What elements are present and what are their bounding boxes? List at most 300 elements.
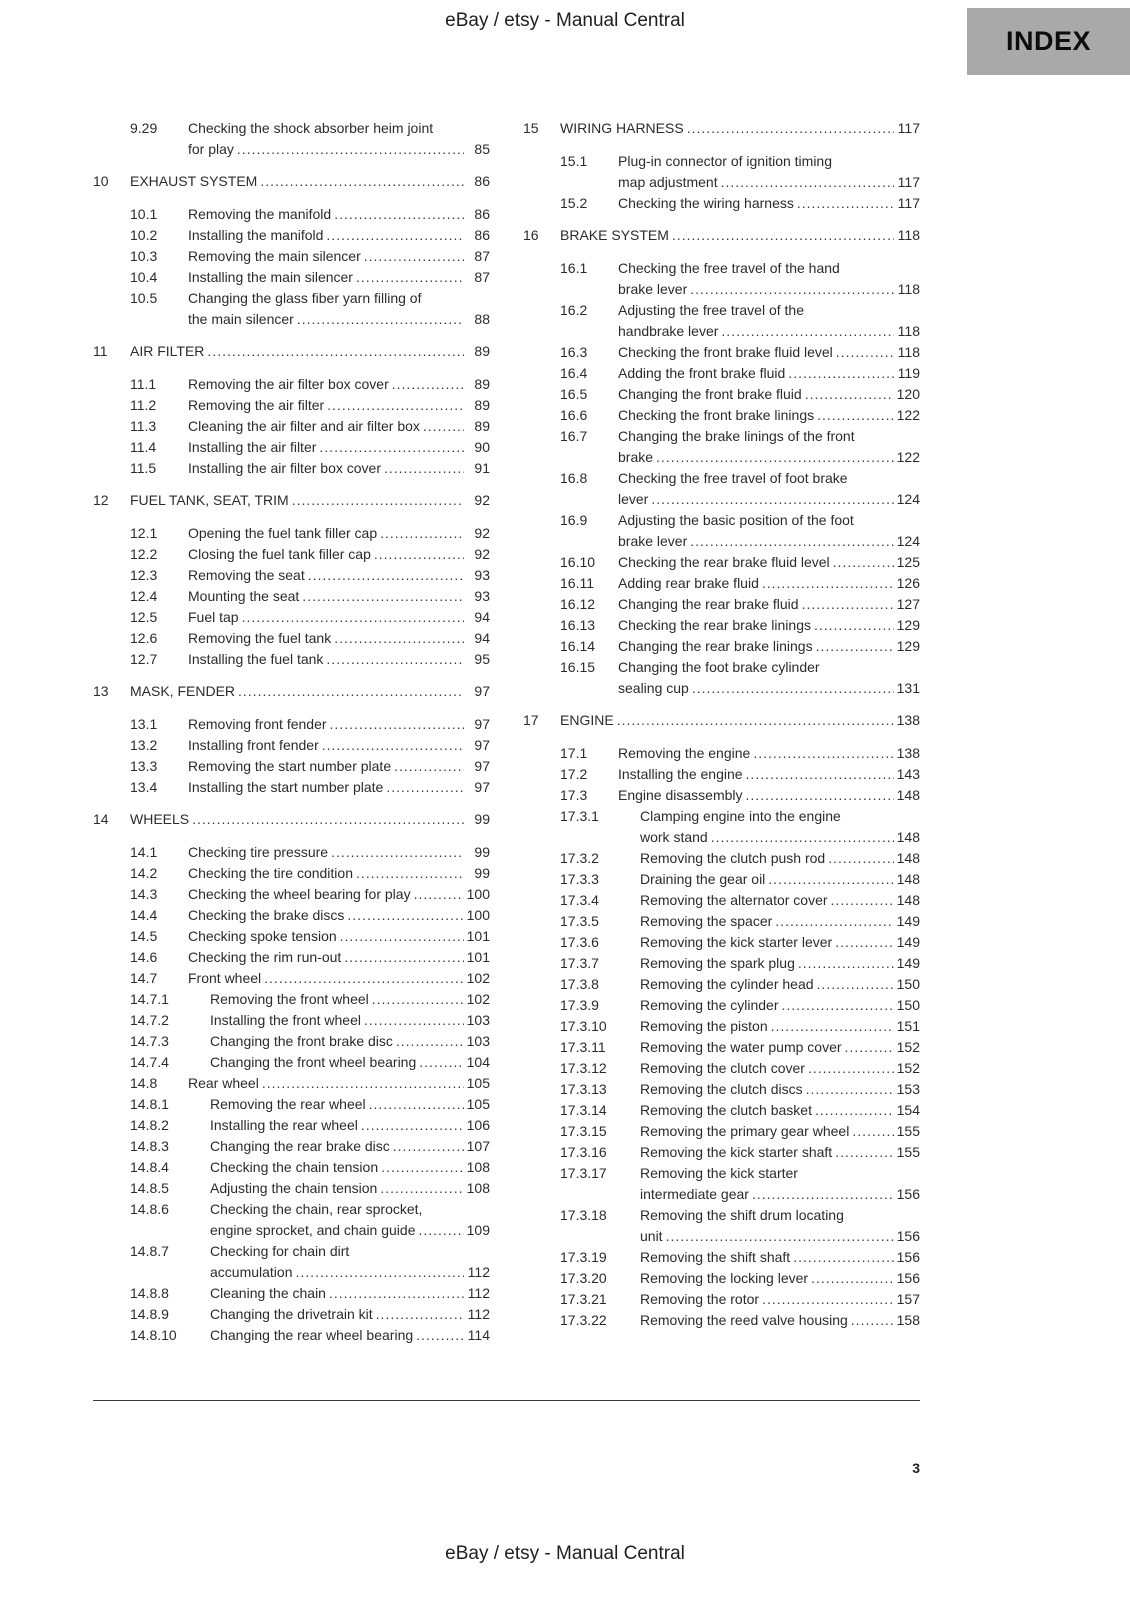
toc-entry-page: 125 <box>896 554 920 570</box>
toc-entry-number: 17.3.13 <box>560 1081 607 1097</box>
toc-entry-line <box>188 947 490 968</box>
toc-entry-title: WIRING HARNESS <box>560 120 684 136</box>
toc-entry-line <box>210 1094 490 1115</box>
toc-entry-line <box>210 1115 490 1136</box>
toc-entry-line <box>618 615 920 636</box>
toc-entry-body <box>618 193 920 214</box>
toc-entry-number: 17.1 <box>560 745 588 761</box>
toc-entry-page: 126 <box>896 575 920 591</box>
dotted-leader <box>852 1121 894 1142</box>
toc-entry-row <box>93 1031 490 1052</box>
dotted-leader <box>831 890 894 911</box>
toc-entry-line <box>618 785 920 806</box>
toc-chapter-row <box>93 490 490 511</box>
toc-entry-row <box>93 607 490 628</box>
dotted-leader <box>386 777 464 798</box>
dotted-leader <box>238 681 464 702</box>
dotted-leader <box>308 565 464 586</box>
toc-entry-line <box>618 151 920 172</box>
toc-entry-page: 93 <box>474 588 490 604</box>
toc-entry-row <box>523 953 920 974</box>
toc-entry-title: Removing the cylinder <box>640 997 779 1013</box>
dotted-leader <box>260 171 464 192</box>
toc-entry-title: Checking the front brake fluid level <box>618 344 833 360</box>
toc-entry-number: 14.6 <box>130 949 158 965</box>
toc-entry-row <box>93 628 490 649</box>
toc-entry-title: Plug-in connector of ignition timing <box>618 153 833 169</box>
toc-entry-body <box>618 300 920 342</box>
toc-entry-number: 10.5 <box>130 290 158 306</box>
toc-entry-number: 17.3 <box>560 787 588 803</box>
toc-entry-page: 149 <box>896 934 920 950</box>
dotted-leader <box>330 714 464 735</box>
toc-entry-line <box>210 1052 490 1073</box>
toc-entry-page: 87 <box>474 248 490 264</box>
toc-entry-body <box>640 1268 920 1289</box>
dotted-leader <box>419 1052 464 1073</box>
toc-entry-row <box>93 884 490 905</box>
toc-entry-title: Installing the fuel tank <box>188 651 324 667</box>
toc-entry-line <box>188 607 490 628</box>
toc-entry-number: 14.8.5 <box>130 1180 169 1196</box>
toc-entry-number: 12.3 <box>130 567 158 583</box>
toc-entry-title: Removing the reed valve housing <box>640 1312 848 1328</box>
toc-entry-title: Removing the alternator cover <box>640 892 828 908</box>
toc-entry-line <box>640 953 920 974</box>
toc-entry-number: 12.5 <box>130 609 158 625</box>
toc-entry-number: 12 <box>93 492 109 508</box>
toc-entry-row <box>523 426 920 468</box>
toc-entry-row <box>523 151 920 193</box>
toc-entry-row <box>93 437 490 458</box>
toc-entry-row <box>93 1304 490 1325</box>
dotted-leader <box>237 139 464 160</box>
dotted-leader <box>322 735 464 756</box>
toc-entry-row <box>523 258 920 300</box>
toc-entry-row <box>93 288 490 330</box>
toc-entry-number: 17.3.12 <box>560 1060 607 1076</box>
dotted-leader <box>672 225 894 246</box>
toc-entry-title: MASK, FENDER <box>130 683 236 699</box>
toc-entry-title: Draining the gear oil <box>640 871 766 887</box>
toc-entry-title: Removing the air filter box cover <box>188 376 389 392</box>
toc-entry-line <box>640 806 920 827</box>
toc-entry-number: 12.6 <box>130 630 158 646</box>
toc-entry-row <box>93 1073 490 1094</box>
toc-entry-page: 119 <box>897 365 920 381</box>
toc-entry-line <box>618 743 920 764</box>
dotted-leader <box>828 848 894 869</box>
toc-entry-page: 85 <box>474 141 490 157</box>
toc-entry-title: FUEL TANK, SEAT, TRIM <box>130 492 289 508</box>
toc-entry-title: Rear wheel <box>188 1075 259 1091</box>
toc-entry-body <box>560 710 920 731</box>
toc-entry-title: Changing the front brake fluid <box>618 386 802 402</box>
toc-entry-page: 138 <box>896 745 920 761</box>
toc-entry-row <box>93 926 490 947</box>
dotted-leader <box>394 756 464 777</box>
toc-entry-body <box>640 911 920 932</box>
dotted-leader <box>369 1094 464 1115</box>
toc-entry-title: Checking tire pressure <box>188 844 329 860</box>
toc-entry-body <box>640 995 920 1016</box>
toc-entry-number: 17.3.16 <box>560 1144 607 1160</box>
dotted-leader <box>835 932 894 953</box>
toc-entry-number: 12.7 <box>130 651 158 667</box>
toc-entry-body <box>188 842 490 863</box>
dotted-leader <box>775 911 894 932</box>
toc-entry-number: 11.2 <box>130 397 157 413</box>
toc-entry-body <box>618 743 920 764</box>
toc-entry-row <box>523 1016 920 1037</box>
toc-entry-title: Removing the clutch push rod <box>640 850 826 866</box>
toc-entry-title: Checking for chain dirt <box>210 1243 350 1259</box>
toc-entry-row <box>93 1241 490 1283</box>
toc-entry-line <box>560 118 920 139</box>
toc-entry-body <box>640 1247 920 1268</box>
toc-entry-title: Removing the kick starter <box>640 1165 798 1181</box>
toc-entry-line <box>618 573 920 594</box>
toc-entry-body <box>188 607 490 628</box>
dotted-leader <box>380 1178 464 1199</box>
footer-title: eBay / etsy - Manual Central <box>445 1543 685 1564</box>
toc-entry-line <box>618 678 920 699</box>
toc-entry-line <box>640 1016 920 1037</box>
toc-entry-page: 93 <box>474 567 490 583</box>
dotted-leader <box>416 1325 464 1346</box>
dotted-leader <box>364 246 464 267</box>
toc-entry-row <box>523 363 920 384</box>
toc-entry-row <box>523 1142 920 1163</box>
toc-entry-page: 86 <box>474 206 490 222</box>
toc-entry-line <box>210 1178 490 1199</box>
toc-entry-body <box>210 1031 490 1052</box>
toc-entry-body <box>210 1325 490 1346</box>
toc-entry-line <box>188 842 490 863</box>
toc-entry-row <box>93 374 490 395</box>
toc-entry-body <box>130 490 490 511</box>
toc-entry-line <box>188 309 490 330</box>
toc-entry-line <box>618 489 920 510</box>
toc-entry-body <box>188 523 490 544</box>
toc-entry-line <box>618 363 920 384</box>
toc-entry-title: Checking the wheel bearing for play <box>188 886 411 902</box>
toc-entry-number: 14.8.1 <box>130 1096 169 1112</box>
toc-entry-title: Adjusting the free travel of the <box>618 302 804 318</box>
dotted-leader <box>835 1142 894 1163</box>
toc-entry-page: 102 <box>466 991 490 1007</box>
toc-entry-row <box>523 764 920 785</box>
toc-entry-title: Installing the front wheel <box>210 1012 361 1028</box>
toc-entry-title: Changing the foot brake cylinder <box>618 659 820 675</box>
toc-entry-body <box>640 1016 920 1037</box>
dotted-leader <box>711 827 894 848</box>
toc-entry-number: 12.4 <box>130 588 158 604</box>
toc-entry-title: Removing the clutch basket <box>640 1102 812 1118</box>
toc-entry-page: 124 <box>896 491 920 507</box>
toc-entry-number: 11.4 <box>130 439 157 455</box>
toc-entry-title: Checking spoke tension <box>188 928 337 944</box>
toc-entry-number: 10.1 <box>130 206 158 222</box>
toc-entry-body <box>640 1205 920 1247</box>
toc-entry-body <box>640 1079 920 1100</box>
dotted-leader <box>692 678 894 699</box>
toc-entry-row <box>523 743 920 764</box>
toc-entry-title: work stand <box>640 829 708 845</box>
toc-entry-page: 101 <box>466 949 490 965</box>
toc-entry-line <box>640 1184 920 1205</box>
toc-entry-line <box>640 869 920 890</box>
toc-entry-row <box>93 714 490 735</box>
toc-entry-row <box>93 565 490 586</box>
toc-entry-number: 14.1 <box>130 844 158 860</box>
dotted-leader <box>816 636 894 657</box>
toc-entry-page: 122 <box>896 449 920 465</box>
dotted-leader <box>771 1016 894 1037</box>
toc-entry-title: Removing the front wheel <box>210 991 369 1007</box>
dotted-leader <box>651 489 894 510</box>
toc-entry-row <box>523 890 920 911</box>
dotted-leader <box>396 1031 464 1052</box>
toc-entry-page: 117 <box>897 174 920 190</box>
toc-entry-body <box>618 468 920 510</box>
toc-entry-body <box>210 1094 490 1115</box>
toc-entry-title: accumulation <box>210 1264 293 1280</box>
dotted-leader <box>746 785 894 806</box>
toc-entry-row <box>93 1010 490 1031</box>
dotted-leader <box>752 1184 894 1205</box>
toc-entry-row <box>93 267 490 288</box>
toc-entry-title: Removing the spark plug <box>640 955 795 971</box>
toc-entry-title: Changing the front wheel bearing <box>210 1054 417 1070</box>
toc-entry-line <box>618 468 920 489</box>
toc-entry-title: Checking the free travel of the hand <box>618 260 840 276</box>
dotted-leader <box>376 1304 464 1325</box>
toc-entry-row <box>93 777 490 798</box>
dotted-leader <box>356 863 464 884</box>
dotted-leader <box>817 405 894 426</box>
toc-entry-page: 118 <box>897 344 920 360</box>
toc-entry-line <box>188 267 490 288</box>
toc-entry-row <box>523 657 920 699</box>
toc-entry-number: 16.13 <box>560 617 596 633</box>
toc-entry-row <box>523 1205 920 1247</box>
toc-columns <box>93 118 920 1346</box>
toc-entry-body <box>188 204 490 225</box>
toc-entry-number: 15.2 <box>560 195 588 211</box>
toc-entry-title: Removing the locking lever <box>640 1270 809 1286</box>
dotted-leader <box>334 204 464 225</box>
toc-entry-number: 14.8.9 <box>130 1306 169 1322</box>
toc-entry-page: 112 <box>467 1264 490 1280</box>
toc-entry-row <box>93 1115 490 1136</box>
toc-entry-number: 11.1 <box>130 376 157 392</box>
toc-entry-line <box>188 246 490 267</box>
dotted-leader <box>817 974 894 995</box>
toc-entry-page: 114 <box>467 1327 490 1343</box>
toc-entry-line <box>188 649 490 670</box>
toc-entry-page: 97 <box>474 683 490 699</box>
toc-entry-line <box>188 863 490 884</box>
toc-entry-page: 153 <box>896 1081 920 1097</box>
toc-entry-line <box>640 1100 920 1121</box>
toc-entry-page: 118 <box>897 227 920 243</box>
toc-entry-line <box>640 995 920 1016</box>
toc-entry-number: 14.7.2 <box>130 1012 169 1028</box>
toc-entry-line <box>640 1205 920 1226</box>
toc-entry-title: Checking the rim run-out <box>188 949 342 965</box>
toc-entry-row <box>523 848 920 869</box>
toc-entry-page: 99 <box>474 865 490 881</box>
dotted-leader <box>806 1079 894 1100</box>
dotted-leader <box>690 279 894 300</box>
dotted-leader <box>364 1010 464 1031</box>
toc-entry-title: Front wheel <box>188 970 262 986</box>
toc-entry-line <box>618 384 920 405</box>
toc-entry-page: 97 <box>474 779 490 795</box>
toc-entry-row <box>93 905 490 926</box>
dotted-leader <box>666 1226 894 1247</box>
toc-entry-title: BRAKE SYSTEM <box>560 227 669 243</box>
toc-entry-title: Removing the piston <box>640 1018 768 1034</box>
toc-entry-page: 156 <box>896 1270 920 1286</box>
dotted-leader <box>805 384 894 405</box>
toc-entry-title: handbrake lever <box>618 323 719 339</box>
toc-entry-page: 97 <box>474 716 490 732</box>
toc-entry-number: 17.3.3 <box>560 871 599 887</box>
dotted-leader <box>721 321 894 342</box>
toc-entry-body <box>618 151 920 193</box>
toc-entry-row <box>523 911 920 932</box>
toc-entry-page: 152 <box>896 1039 920 1055</box>
toc-entry-line <box>188 374 490 395</box>
dotted-leader <box>372 989 464 1010</box>
dotted-leader <box>851 1310 894 1331</box>
toc-entry-number: 17 <box>523 712 539 728</box>
toc-entry-title: Checking the wiring harness <box>618 195 794 211</box>
toc-entry-title: Adding rear brake fluid <box>618 575 759 591</box>
toc-entry-title: Checking the chain tension <box>210 1159 379 1175</box>
toc-entry-row <box>523 1079 920 1100</box>
toc-entry-line <box>210 1199 490 1220</box>
toc-entry-page: 148 <box>896 892 920 908</box>
dotted-leader <box>356 267 464 288</box>
toc-entry-number: 10.2 <box>130 227 158 243</box>
dotted-leader <box>814 615 894 636</box>
toc-entry-body <box>210 989 490 1010</box>
dotted-leader <box>392 374 464 395</box>
toc-entry-body <box>188 544 490 565</box>
toc-entry-number: 16.7 <box>560 428 588 444</box>
dotted-leader <box>384 458 464 479</box>
toc-entry-number: 13.2 <box>130 737 158 753</box>
toc-column-left <box>93 118 490 1346</box>
toc-entry-body <box>188 416 490 437</box>
toc-entry-row <box>523 573 920 594</box>
toc-entry-title: Changing the rear brake linings <box>618 638 813 654</box>
toc-entry-body <box>210 1136 490 1157</box>
toc-entry-body <box>640 1163 920 1205</box>
toc-entry-row <box>523 785 920 806</box>
toc-entry-number: 16.6 <box>560 407 588 423</box>
toc-entry-row <box>523 615 920 636</box>
toc-entry-row <box>93 842 490 863</box>
toc-entry-page: 129 <box>896 638 920 654</box>
dotted-leader <box>762 573 894 594</box>
toc-entry-number: 13.4 <box>130 779 158 795</box>
toc-entry-title: Removing the air filter <box>188 397 325 413</box>
toc-entry-body <box>618 552 920 573</box>
toc-entry-title: Removing the fuel tank <box>188 630 332 646</box>
toc-entry-number: 14.8.8 <box>130 1285 169 1301</box>
toc-entry-page: 149 <box>896 913 920 929</box>
toc-entry-page: 156 <box>896 1249 920 1265</box>
toc-entry-number: 14.8.3 <box>130 1138 169 1154</box>
dotted-leader <box>768 869 894 890</box>
toc-entry-row <box>523 1289 920 1310</box>
dotted-leader <box>782 995 894 1016</box>
toc-entry-title: EXHAUST SYSTEM <box>130 173 258 189</box>
dotted-leader <box>192 809 464 830</box>
toc-entry-title: Removing the manifold <box>188 206 332 222</box>
dotted-leader <box>811 1268 894 1289</box>
toc-entry-row <box>523 1247 920 1268</box>
toc-entry-page: 152 <box>896 1060 920 1076</box>
toc-entry-line <box>640 1163 920 1184</box>
toc-entry-title: Checking the free travel of foot brake <box>618 470 848 486</box>
toc-entry-number: 15 <box>523 120 539 136</box>
toc-entry-line <box>618 321 920 342</box>
dotted-leader <box>374 544 464 565</box>
toc-entry-title: Changing the rear brake fluid <box>618 596 799 612</box>
toc-entry-number: 17.3.6 <box>560 934 599 950</box>
toc-entry-number: 17.3.21 <box>560 1291 607 1307</box>
toc-entry-line <box>618 552 920 573</box>
toc-entry-line <box>188 628 490 649</box>
toc-entry-line <box>210 1220 490 1241</box>
toc-entry-row <box>523 869 920 890</box>
dotted-leader <box>326 649 464 670</box>
toc-entry-page: 148 <box>896 829 920 845</box>
dotted-leader <box>808 1058 894 1079</box>
toc-entry-row <box>93 1325 490 1346</box>
toc-entry-title: Removing the main silencer <box>188 248 361 264</box>
toc-entry-title: Adjusting the basic position of the foot <box>618 512 854 528</box>
toc-entry-body <box>618 573 920 594</box>
toc-entry-body <box>618 615 920 636</box>
toc-entry-page: 99 <box>474 844 490 860</box>
dotted-leader <box>347 905 464 926</box>
toc-entry-line <box>618 510 920 531</box>
toc-entry-title: Installing the air filter <box>188 439 317 455</box>
toc-entry-page: 103 <box>466 1012 490 1028</box>
toc-entry-body <box>618 764 920 785</box>
toc-entry-body <box>618 363 920 384</box>
toc-entry-number: 17.3.8 <box>560 976 599 992</box>
dotted-leader <box>329 1283 464 1304</box>
toc-entry-line <box>640 827 920 848</box>
toc-entry-line <box>640 1226 920 1247</box>
toc-entry-number: 14.8.7 <box>130 1243 169 1259</box>
dotted-leader <box>292 490 464 511</box>
toc-entry-page: 112 <box>467 1285 490 1301</box>
toc-entry-page: 86 <box>474 173 490 189</box>
toc-entry-body <box>188 777 490 798</box>
toc-entry-title: Installing the start number plate <box>188 779 384 795</box>
toc-entry-line <box>130 809 490 830</box>
dotted-leader <box>326 225 464 246</box>
toc-entry-line <box>188 204 490 225</box>
